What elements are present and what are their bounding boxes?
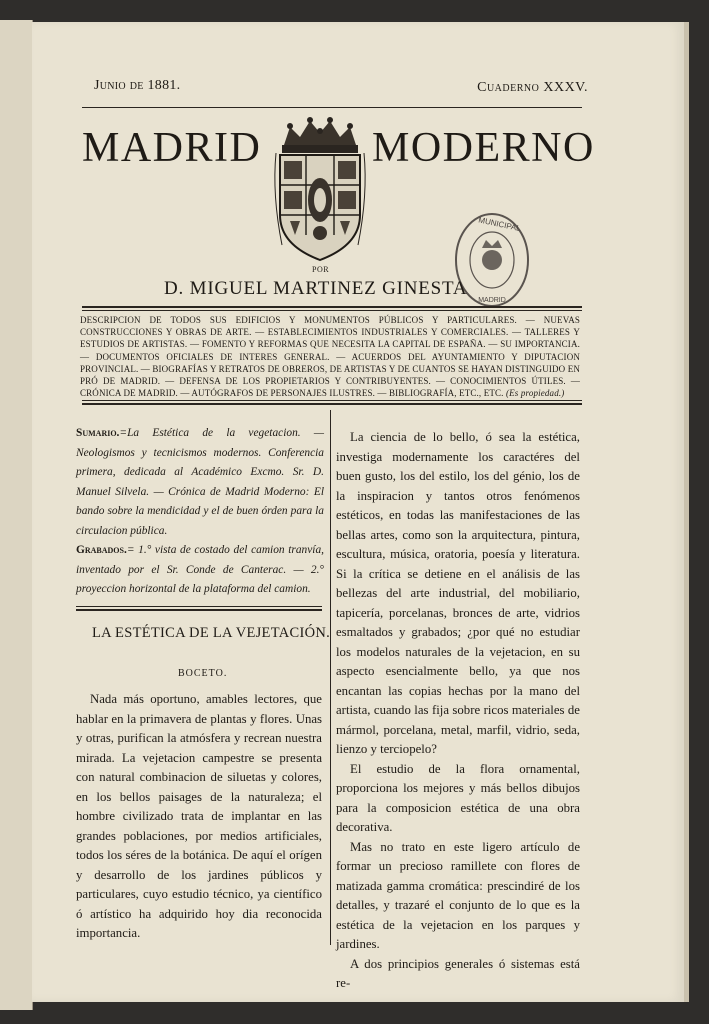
previous-page-edge: [0, 20, 33, 1010]
article-left-column: [76, 690, 322, 944]
masthead-rule-top: [82, 306, 582, 308]
summary-label: Sumario.: [76, 427, 120, 439]
publication-description: [80, 314, 580, 399]
masthead-rule-top-thin: [82, 310, 582, 311]
article-right-column: [336, 428, 580, 994]
summary-rule-thin: [76, 606, 322, 607]
summary-block: [76, 424, 324, 600]
page-edge: [684, 22, 689, 1002]
engravings-text: = 1.° vista de costado del camion tranvía, inventado por el Sr. Conde de Canterac. — 2.° proyeccion horizontal de la plataforma del camion.: [76, 544, 324, 595]
article-title: LA ESTÉTICA DE LA VEJETACIÓN.: [92, 625, 331, 641]
description-text: DESCRIPCION DE TODOS SUS EDIFICIOS Y MONUMENTOS PÚBLICOS Y PARTICULARES. — NUEVAS CONSTRUCCIONES Y OBRAS DE ARTE. — ESTABLECIMIENTOS INDUSTRIALES Y COMERCIALES. — TALLERES Y ESTUDIOS DE ARTISTAS. — FOMENTO Y REFORMAS QUE NECESITA LA CAPITAL DE ESPAÑA. — SU IMPORTANCIA. — DOCUMENTOS OFICIALES DE INTERES GENERAL. — ACUERDOS DEL AYUNTAMIENTO Y DIPUTACION PROVINCIAL. — BIOGRAFÍAS Y RETRATOS DE OBREROS, DE ARTISTAS Y DE CUANTOS SE HAYAN DISTINGUIDO EN PRÓ DE MADRID. — DEFENSA DE LOS PROPIETARIOS Y CONTRIBUYENTES. — CONOCIMIENTOS ÚTILES. — CRÓNICA DE MADRID. — AUTÓGRAFOS DE PERSONAJES ILUSTRES. — BIBLIOGRAFÍA, ETC., ETC.: [80, 315, 580, 399]
paragraph: Nada más oportuno, amables lectores, que hablar en la primavera de plantas y flores. Unas y otras, purifican la atmósfera y recrean nuestra mirada. La vejetacion campestre se presenta con natural combinacion de siluetas y colores, en los bellos paisages de la naturaleza; el hombre civilizado trata de implantar en las grandes poblaciones, por medios artificiales, todos los séres de la botánica. De aquí el orígen y desarrollo de los jardines públicos y particulares, cuyo estudio técnico, ya científico ó artístico ha adquirido hoy dia reconocida importancia.: [76, 692, 322, 940]
rights-notice: (Es propiedad.): [506, 388, 565, 399]
summary-rule: [76, 609, 322, 611]
description-rule: [82, 403, 582, 405]
masthead-title-right: MODERNO: [372, 125, 595, 171]
paragraph: La ciencia de lo bello, ó sea la estética, investiga modernamente los caractéres del buen gusto, los del estilo, los del génio, los de la inspiracion y tantos otros fenómenos estéticos, en todas las manifestaciones de las bellas artes, como son la arquitectura, pintura, escultura, música, oratoria, poesía y literatura. Si la crítica se detiene en el análisis de las bellezas del arte industrial, del mobiliario, tapicería, porcelanas, bronces de arte, vidrios esmaltados y grabados; ¿por qué no estudiar los modelos naturales de la vejetacion, en su aspecto esencialmente bello, ya que nos encantan las copias hechas por la mano del artista, cuando las fija sobre ricos materiales de mármol, porcelana, metal, marfil, vidrio, seda, lienzo y terciopelo?: [336, 430, 580, 756]
paragraph: El estudio de la flora ornamental, proporciona los mejores y más bellos dibujos para la composicion estética de una obra decorativa.: [336, 761, 580, 834]
svg-text:MUNICIPAL: MUNICIPAL: [477, 215, 522, 234]
issue-number: Cuaderno XXXV.: [477, 80, 588, 95]
byline-por: POR: [312, 265, 330, 274]
description-rule-thin: [82, 400, 582, 401]
article-subtitle: BOCETO.: [178, 668, 228, 679]
column-divider: [330, 410, 331, 945]
paragraph: Mas no trato en este ligero artículo de formar un precioso ramillete con flores de matizada gamma cromática: prescindiré de los detalles, y trazaré el conjunto de lo que es la estética de la vejetacion en los parques y jardines.: [336, 839, 580, 951]
summary-text: =La Estética de la vegetacion. — Neologismos y tecnicismos modernos. Conferencia primera, dedicada al Académico Excmo. Sr. D. Manuel Silvela. — Crónica de Madrid Moderno: El bando sobre la mendicidad y el de buen órden para la circulacion pública.: [76, 427, 324, 537]
header-rule: [82, 107, 582, 108]
issue-date: Junio de 1881.: [94, 78, 181, 93]
coat-of-arms-icon: [270, 115, 370, 270]
paragraph: A dos principios generales ó sistemas está re-: [336, 956, 580, 990]
engravings-label: Grabados.: [76, 544, 127, 556]
masthead-title-left: MADRID: [82, 125, 262, 171]
svg-text:MADRID: MADRID: [478, 297, 506, 304]
author-name: D. MIGUEL MARTINEZ GINESTA: [164, 278, 468, 299]
